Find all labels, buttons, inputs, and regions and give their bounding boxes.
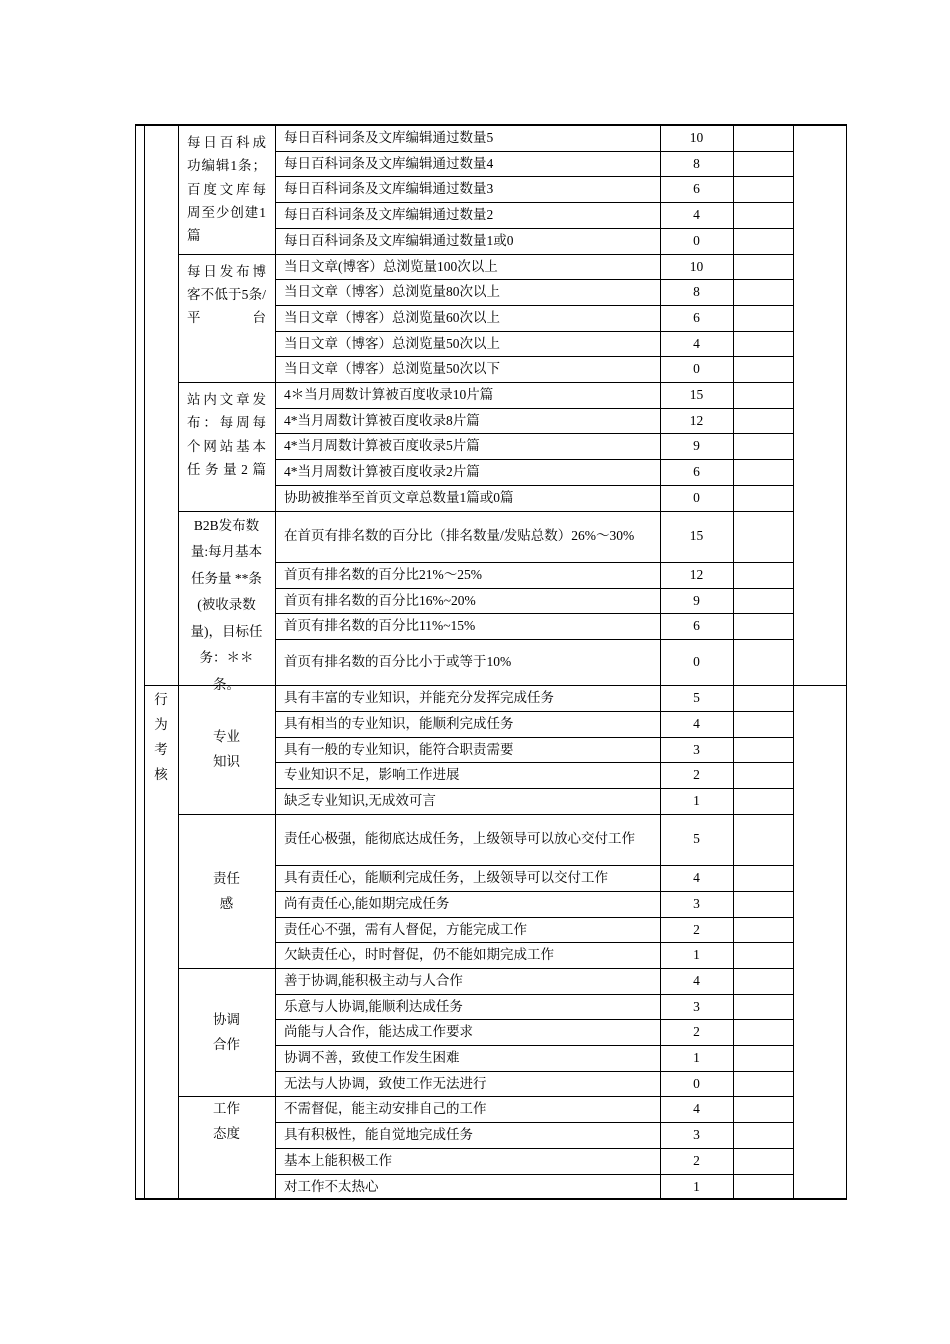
criteria-text: 在首页有排名数的百分比（排名数量/发贴总数）26%～30% [284, 528, 635, 544]
score-value: 0 [693, 232, 700, 248]
criteria-text: 当日文章（博客）总浏览量50次以上 [284, 335, 500, 351]
score-value: 4 [693, 207, 700, 223]
criteria-text: 乐意与人协调,能顺利达成任务 [284, 998, 463, 1014]
score-value: 1 [693, 947, 700, 963]
score-value: 6 [693, 309, 700, 325]
criteria-description [284, 814, 653, 866]
score-value: 0 [693, 654, 700, 670]
criteria-text: 专业知识不足，影响工作进展 [284, 767, 460, 783]
criteria-description [284, 639, 653, 685]
criteria-description [284, 176, 653, 202]
criteria-text: 责任心不强，需有人督促，方能完成工作 [284, 921, 527, 937]
score-value: 0 [693, 1075, 700, 1091]
score-value: 15 [689, 528, 704, 544]
criteria-description [284, 305, 653, 331]
score-value: 2 [693, 1024, 700, 1040]
criteria-description [284, 1174, 653, 1200]
criteria-description [284, 433, 653, 459]
score-value: 4 [693, 335, 700, 351]
criteria-description [284, 331, 653, 357]
score-value: 1 [693, 1050, 700, 1065]
criteria-text: 具有相当的专业知识，能顺利完成任务 [284, 715, 514, 731]
criteria-description [284, 1019, 653, 1045]
criteria-text: 具有责任心，能顺利完成任务，上级领导可以交付工作 [284, 870, 608, 886]
criteria-text: 当日文章（博客）总浏览量80次以上 [284, 284, 500, 300]
criteria-description [284, 125, 653, 151]
column-divider [793, 125, 794, 1200]
score-value: 6 [693, 618, 700, 634]
criteria-description [284, 711, 653, 737]
score-value: 4 [693, 972, 700, 988]
criteria-text: 具有丰富的专业知识，并能充分发挥完成任务 [284, 690, 554, 706]
criteria-text: 无法与人协调，致使工作无法进行 [284, 1075, 487, 1091]
score-value: 5 [693, 690, 700, 706]
criteria-text: 首页有排名数的百分比16%~20% [284, 592, 476, 608]
criteria-text: 尚有责任心,能如期完成任务 [284, 895, 450, 911]
category-label [187, 814, 266, 968]
column-divider [178, 125, 179, 1200]
column-divider [275, 125, 276, 1200]
criteria-description [284, 356, 653, 382]
criteria-description [284, 762, 653, 788]
score-value: 15 [689, 387, 704, 402]
criteria-description [284, 865, 653, 891]
criteria-text: 对工作不太热心 [284, 1178, 379, 1194]
criteria-text: 当日文章（博客）总浏览量60次以上 [284, 309, 500, 325]
criteria-text: 基本上能积极工作 [284, 1152, 392, 1168]
criteria-text: 欠缺责任心，时时督促，仍不能如期完成工作 [284, 947, 554, 963]
criteria-description [284, 459, 653, 485]
criteria-text: 4*当月周数计算被百度收录8片篇 [284, 412, 480, 428]
score-value: 8 [693, 155, 700, 171]
criteria-description [284, 968, 653, 994]
score-value: 3 [693, 1127, 700, 1143]
criteria-text: 每日百科词条及文库编辑通过数量4 [284, 155, 494, 171]
criteria-text: 每日百科词条及文库编辑通过数量3 [284, 181, 494, 197]
criteria-description [284, 228, 653, 254]
criteria-text: 协调不善，致使工作发生困难 [284, 1050, 460, 1065]
column-divider [733, 125, 734, 1200]
category-label: 每日百科成功编辑1条；百度文库每周至少创建1篇 [187, 135, 266, 244]
criteria-description [284, 942, 653, 968]
criteria-description [284, 1071, 653, 1097]
score-value: 9 [693, 438, 700, 454]
criteria-description [284, 994, 653, 1020]
criteria-description [284, 1096, 653, 1122]
criteria-description [284, 562, 653, 588]
criteria-description [284, 408, 653, 434]
criteria-text: 首页有排名数的百分比小于或等于10% [284, 654, 512, 670]
category-label: 每日发布博客不低于5条/平台 [187, 263, 266, 326]
score-value: 6 [693, 181, 700, 197]
criteria-text: 善于协调,能积极主动与人合作 [284, 972, 463, 988]
criteria-description [284, 279, 653, 305]
score-value: 4 [693, 1101, 700, 1117]
category-text: 责任感 [213, 870, 240, 911]
criteria-text: 4*当月周数计算被百度收录5片篇 [284, 438, 480, 454]
score-value: 2 [693, 767, 700, 783]
category-text: 工作态度 [213, 1101, 240, 1142]
criteria-description [284, 382, 653, 408]
score-value: 8 [693, 284, 700, 300]
criteria-text: 4*当月周数计算被百度收录2片篇 [284, 464, 480, 480]
score-value: 4 [693, 715, 700, 731]
category-text: 协调合作 [213, 1012, 240, 1053]
category-label: 站内文章发布：每周每个网站基本任务量2篇 [187, 392, 266, 477]
criteria-text: 具有积极性，能自觉地完成任务 [284, 1127, 473, 1143]
score-value: 6 [693, 464, 700, 480]
score-value: 3 [693, 741, 700, 757]
criteria-description [284, 151, 653, 177]
criteria-text: 尚能与人合作，能达成工作要求 [284, 1024, 473, 1040]
criteria-text: 首页有排名数的百分比21%～25% [284, 567, 482, 582]
criteria-text: 每日百科词条及文库编辑通过数量5 [284, 130, 494, 145]
criteria-description [284, 1148, 653, 1174]
score-value: 9 [693, 592, 700, 608]
criteria-description [284, 917, 653, 943]
score-value: 3 [693, 895, 700, 911]
criteria-description [284, 788, 653, 814]
category-label [187, 968, 266, 1097]
score-value: 2 [693, 921, 700, 937]
category-label [187, 1096, 266, 1156]
score-value: 12 [689, 567, 704, 582]
category-text: 专业知识 [213, 729, 240, 770]
criteria-description [284, 685, 653, 711]
criteria-text: 协助被推举至首页文章总数量1篇或0篇 [284, 489, 514, 505]
score-value: 10 [689, 130, 704, 145]
score-value: 5 [693, 831, 700, 847]
criteria-text: 缺乏专业知识,无成效可言 [284, 792, 436, 808]
section-label: 行为考核 [154, 692, 168, 783]
criteria-description [284, 1122, 653, 1148]
criteria-description [284, 737, 653, 763]
criteria-description [284, 485, 653, 511]
criteria-text: 具有一般的专业知识，能符合职责需要 [284, 741, 514, 757]
category-label: B2B发布数量:每月基本任务量 **条(被收录数量)，目标任务：＊＊条。 [190, 517, 263, 693]
criteria-description [284, 511, 653, 563]
score-value: 3 [693, 998, 700, 1014]
column-divider [144, 125, 145, 1200]
score-value: 2 [693, 1152, 700, 1168]
criteria-description [284, 1045, 653, 1071]
criteria-text: 不需督促，能主动安排自己的工作 [284, 1101, 487, 1117]
score-value: 4 [693, 870, 700, 886]
score-value: 12 [689, 412, 704, 428]
criteria-text: 每日百科词条及文库编辑通过数量1或0 [284, 232, 514, 248]
criteria-text: 当日文章（博客）总浏览量50次以下 [284, 361, 500, 377]
criteria-text: 4＊当月周数计算被百度收录10片篇 [284, 387, 494, 402]
score-value: 0 [693, 489, 700, 505]
criteria-description [284, 613, 653, 639]
score-value: 0 [693, 361, 700, 377]
score-value: 1 [693, 1178, 700, 1194]
criteria-description [284, 891, 653, 917]
score-value: 10 [689, 258, 704, 274]
criteria-description [284, 588, 653, 614]
criteria-description [284, 254, 653, 280]
category-label [187, 685, 266, 814]
criteria-text: 当日文章(博客）总浏览量100次以上 [284, 258, 498, 274]
criteria-description [284, 202, 653, 228]
score-value: 1 [693, 792, 700, 808]
criteria-text: 首页有排名数的百分比11%~15% [284, 618, 476, 634]
criteria-text: 每日百科词条及文库编辑通过数量2 [284, 207, 494, 223]
criteria-text: 责任心极强，能彻底达成任务，上级领导可以放心交付工作 [284, 831, 635, 847]
